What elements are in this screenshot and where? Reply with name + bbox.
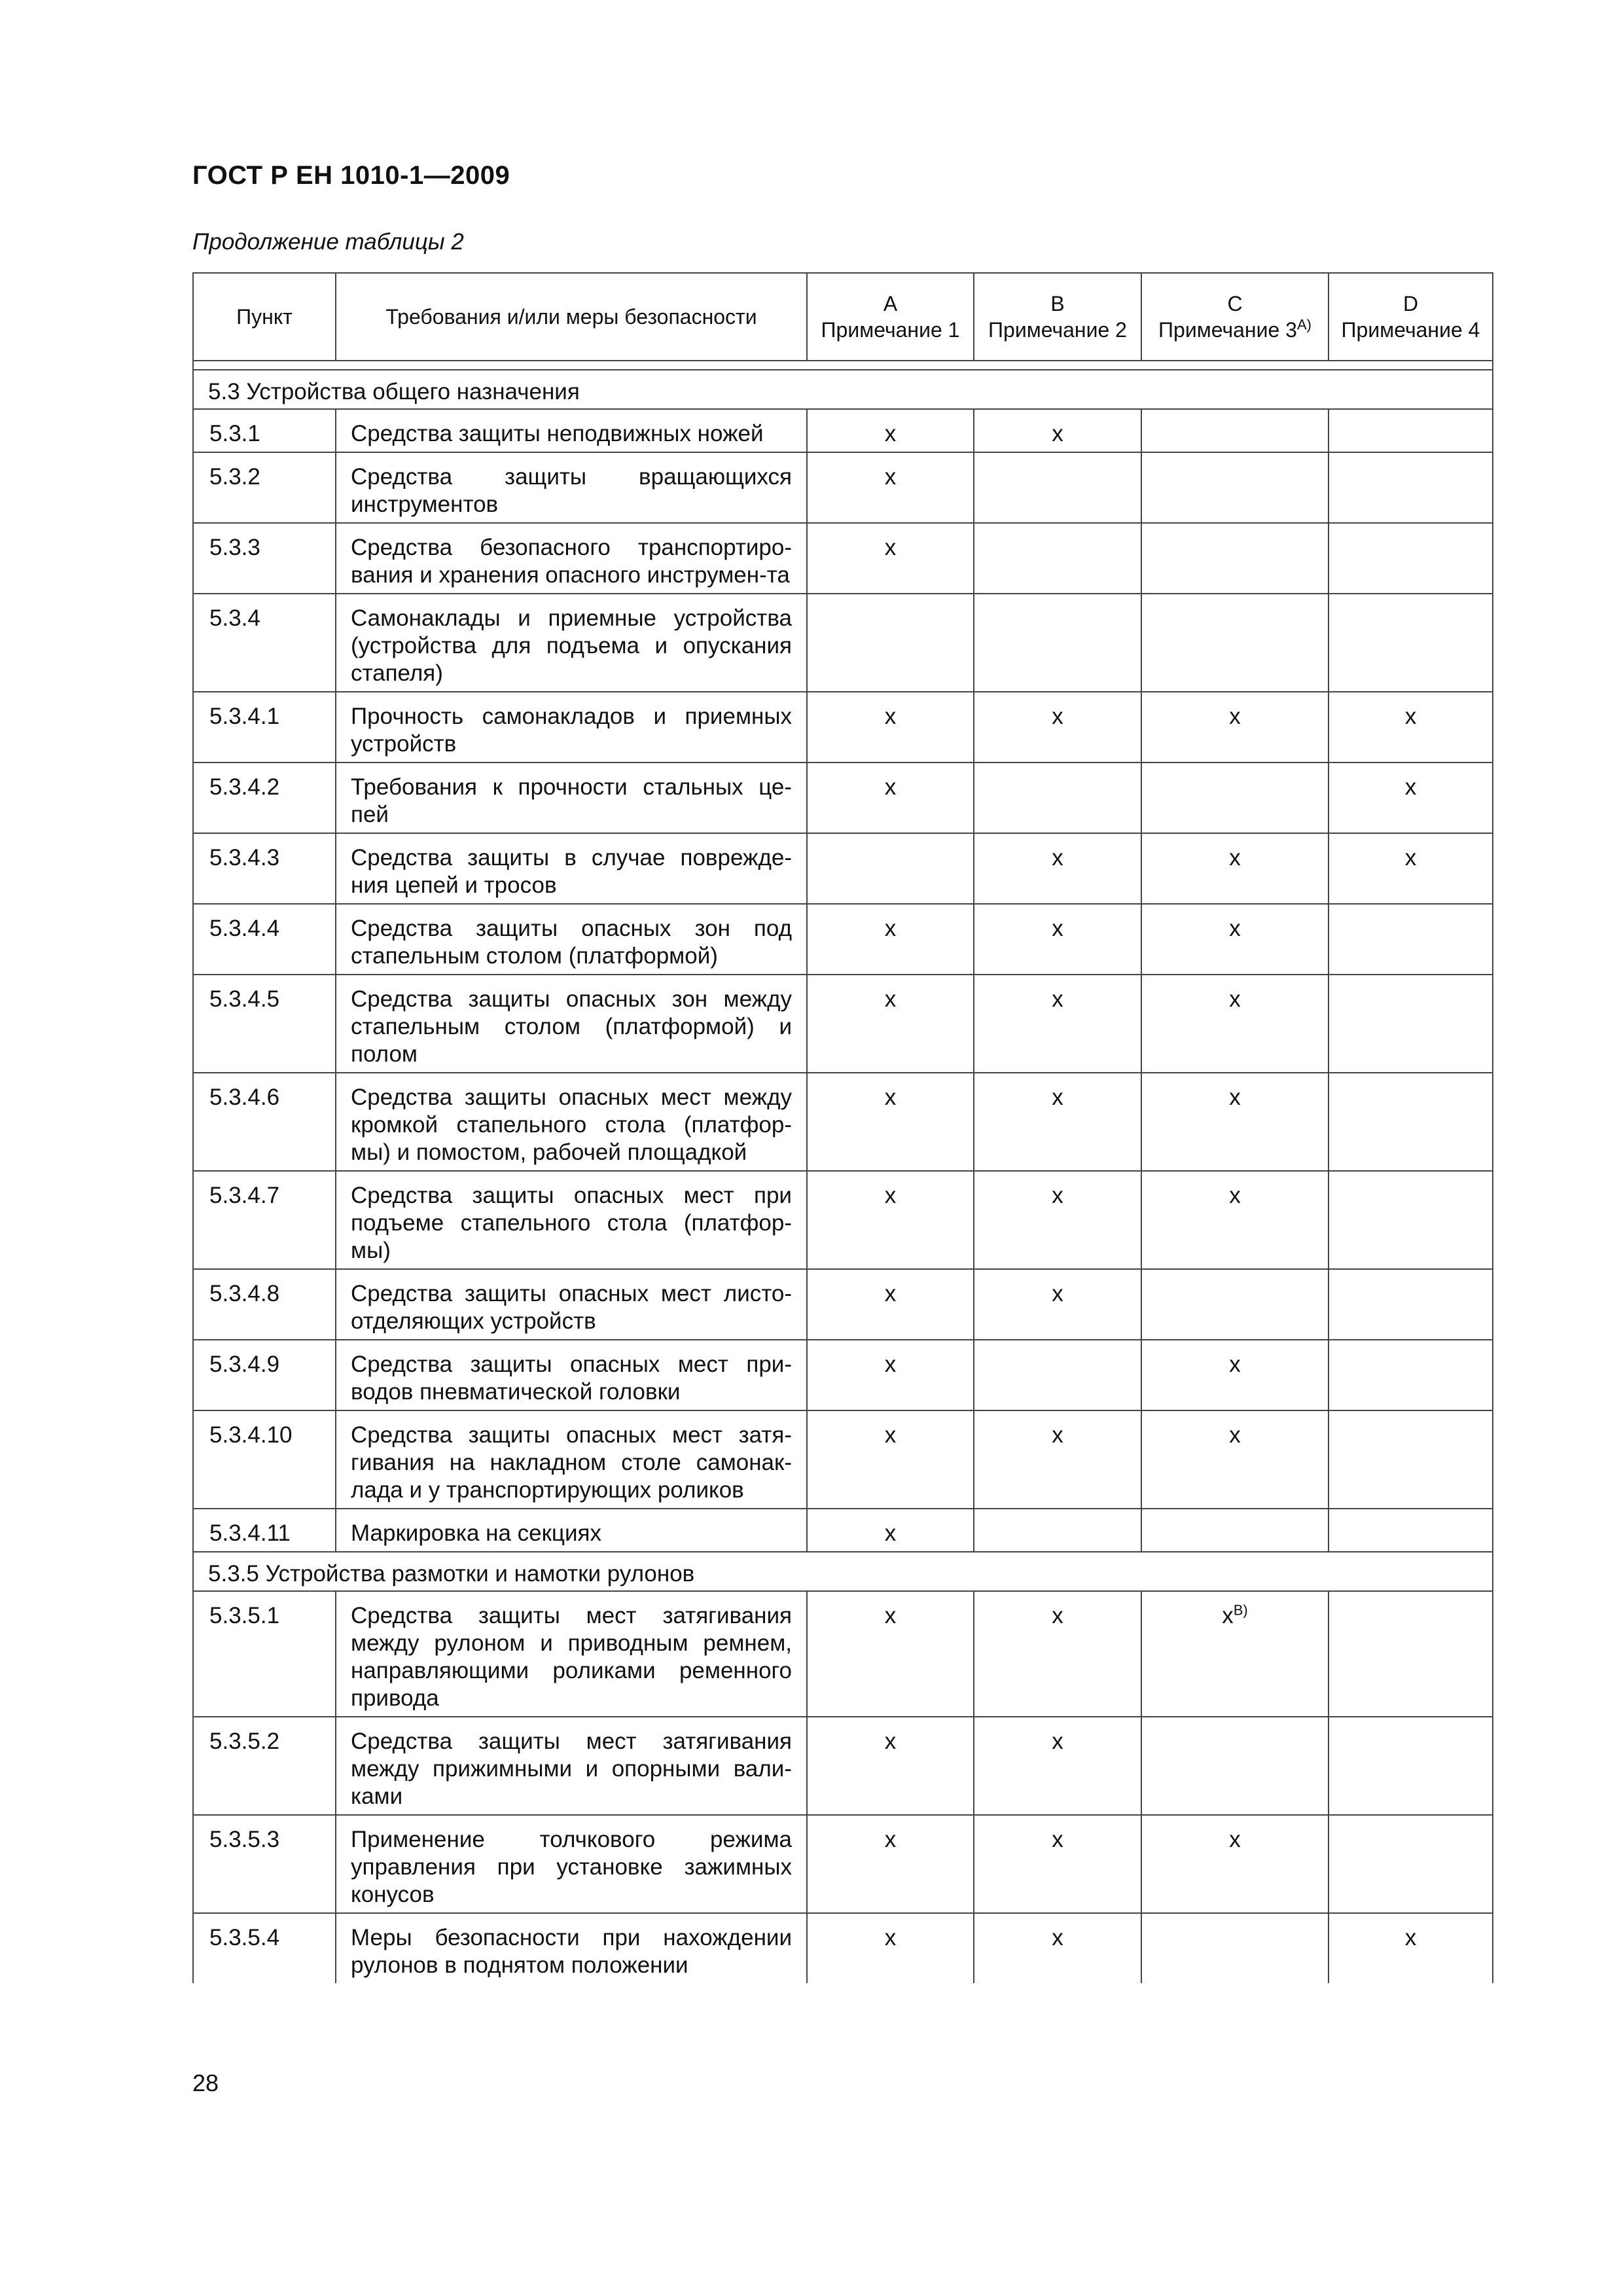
group-heading: 5.3 Устройства общего назначения — [193, 370, 1493, 409]
col-c-note-wrap — [1142, 317, 1328, 343]
row-number: 5.3.4.4 — [193, 904, 336, 975]
row-number: 5.3.1 — [193, 409, 336, 452]
row-mark-c — [1141, 1913, 1329, 1983]
table-row — [193, 904, 1493, 975]
row-mark-c — [1141, 1269, 1329, 1340]
row-mark-b — [974, 523, 1141, 594]
row-mark-d — [1329, 523, 1493, 594]
row-mark-a: x — [807, 1815, 974, 1913]
table-row — [193, 762, 1493, 833]
table-row — [193, 692, 1493, 762]
row-mark-b — [974, 452, 1141, 523]
row-mark-d: x — [1329, 692, 1493, 762]
table-row — [193, 452, 1493, 523]
row-mark-d — [1329, 409, 1493, 452]
row-number: 5.3.4.2 — [193, 762, 336, 833]
col-c-note: Примечание 3 — [1158, 318, 1297, 342]
row-mark-a: x — [807, 975, 974, 1073]
requirements-table — [192, 272, 1493, 1983]
col-header-c — [1141, 273, 1329, 361]
table-row — [193, 1073, 1493, 1171]
table-row — [193, 523, 1493, 594]
row-mark-b: x — [974, 833, 1141, 904]
row-requirement: Прочность самонакладов и приемных устройств — [336, 692, 807, 762]
row-mark-a: x — [807, 409, 974, 452]
row-mark-d — [1329, 975, 1493, 1073]
table-row — [193, 1509, 1493, 1552]
row-mark-b: x — [974, 1717, 1141, 1815]
row-number: 5.3.5.1 — [193, 1591, 336, 1717]
row-mark-b: x — [974, 409, 1141, 452]
row-mark-c — [1141, 594, 1329, 692]
row-mark-c: x — [1141, 1171, 1329, 1269]
group-row — [193, 370, 1493, 409]
row-mark-a: x — [807, 1410, 974, 1509]
row-mark-b: x — [974, 1913, 1141, 1983]
col-b-note: Примечание 2 — [988, 318, 1127, 342]
row-mark-b: x — [974, 1410, 1141, 1509]
row-mark-a: x — [807, 1171, 974, 1269]
header-spacer-row — [193, 361, 1493, 370]
table-header-row — [193, 273, 1493, 361]
table-body — [193, 370, 1493, 1983]
row-mark-c-footnote: B) — [1233, 1602, 1248, 1619]
document-code: ГОСТ Р ЕН 1010-1—2009 — [192, 161, 510, 190]
row-number: 5.3.5.2 — [193, 1717, 336, 1815]
row-number: 5.3.4.6 — [193, 1073, 336, 1171]
row-number: 5.3.4.10 — [193, 1410, 336, 1509]
row-requirement: Средства защиты опасных мест при-водов пневматической головки — [336, 1340, 807, 1410]
table-row — [193, 1340, 1493, 1410]
table-row — [193, 1717, 1493, 1815]
row-mark-a: x — [807, 1913, 974, 1983]
row-mark-d — [1329, 1591, 1493, 1717]
col-header-requirements: Требования и/или меры безопасности — [336, 273, 807, 361]
row-number: 5.3.4.8 — [193, 1269, 336, 1340]
col-header-item: Пункт — [193, 273, 336, 361]
row-mark-a: x — [807, 1509, 974, 1552]
row-mark-a: x — [807, 1340, 974, 1410]
row-mark-c: x — [1141, 1073, 1329, 1171]
row-mark-c — [1141, 452, 1329, 523]
row-requirement: Самонаклады и приемные устройства (устройства для подъема и опускания стапеля) — [336, 594, 807, 692]
row-requirement: Средства безопасного транспортиро-вания и хранения опасного инструмен-та — [336, 523, 807, 594]
table-row — [193, 1591, 1493, 1717]
row-number: 5.3.4.7 — [193, 1171, 336, 1269]
row-mark-c: x — [1141, 904, 1329, 975]
row-requirement: Средства защиты опасных мест листо-отделяющих устройств — [336, 1269, 807, 1340]
col-c-footnote-mark: A) — [1296, 316, 1311, 333]
col-c-letter: C — [1227, 292, 1243, 315]
row-mark-b: x — [974, 1815, 1141, 1913]
row-requirement: Средства защиты опасных мест между кромкой стапельного стола (платфор-мы) и помостом, рабочей площадкой — [336, 1073, 807, 1171]
row-requirement: Средства защиты опасных мест при подъеме стапельного стола (платфор-мы) — [336, 1171, 807, 1269]
row-mark-a: x — [807, 904, 974, 975]
row-mark-d: x — [1329, 833, 1493, 904]
row-mark-b — [974, 1340, 1141, 1410]
row-mark-a: x — [807, 452, 974, 523]
row-mark-b: x — [974, 692, 1141, 762]
row-mark-b: x — [974, 1073, 1141, 1171]
row-number: 5.3.4.3 — [193, 833, 336, 904]
row-mark-b: x — [974, 1171, 1141, 1269]
row-mark-d — [1329, 1410, 1493, 1509]
row-requirement: Применение толчкового режима управления при установке зажимных конусов — [336, 1815, 807, 1913]
row-mark-d — [1329, 1269, 1493, 1340]
row-mark-c — [1141, 1591, 1329, 1717]
table-row — [193, 1815, 1493, 1913]
row-number: 5.3.4.11 — [193, 1509, 336, 1552]
row-mark-b: x — [974, 975, 1141, 1073]
col-header-b — [974, 273, 1141, 361]
row-mark-a: x — [807, 1073, 974, 1171]
row-requirement: Средства защиты опасных зон под стапельным столом (платформой) — [336, 904, 807, 975]
row-mark-c: x — [1141, 1815, 1329, 1913]
col-d-note: Примечание 4 — [1341, 318, 1480, 342]
row-mark-a: x — [807, 1591, 974, 1717]
row-mark-c-value: x — [1222, 1603, 1234, 1628]
row-mark-c: x — [1141, 833, 1329, 904]
row-number: 5.3.4.9 — [193, 1340, 336, 1410]
table-row — [193, 409, 1493, 452]
row-number: 5.3.5.3 — [193, 1815, 336, 1913]
row-mark-d — [1329, 1073, 1493, 1171]
row-number: 5.3.5.4 — [193, 1913, 336, 1983]
row-requirement: Меры безопасности при нахождении рулонов в поднятом положении — [336, 1913, 807, 1983]
row-mark-b: x — [974, 1269, 1141, 1340]
row-mark-d: x — [1329, 762, 1493, 833]
row-mark-a — [807, 594, 974, 692]
row-number: 5.3.2 — [193, 452, 336, 523]
row-requirement: Средства защиты опасных зон между стапельным столом (платформой) и полом — [336, 975, 807, 1073]
row-requirement: Средства защиты вращающихся инструментов — [336, 452, 807, 523]
row-mark-a: x — [807, 523, 974, 594]
row-number: 5.3.4.1 — [193, 692, 336, 762]
row-mark-c — [1141, 762, 1329, 833]
col-header-a — [807, 273, 974, 361]
row-requirement: Средства защиты в случае поврежде-ния цепей и тросов — [336, 833, 807, 904]
row-requirement: Средства защиты мест затягивания между прижимными и опорными вали-ками — [336, 1717, 807, 1815]
row-mark-c — [1141, 409, 1329, 452]
page-number: 28 — [192, 2070, 219, 2096]
row-mark-a: x — [807, 762, 974, 833]
row-mark-b — [974, 1509, 1141, 1552]
row-mark-c: x — [1141, 975, 1329, 1073]
table-row — [193, 975, 1493, 1073]
row-mark-d: x — [1329, 1913, 1493, 1983]
table-row — [193, 594, 1493, 692]
col-d-letter: D — [1402, 292, 1419, 315]
row-mark-c: x — [1141, 1340, 1329, 1410]
row-mark-b — [974, 762, 1141, 833]
row-mark-d — [1329, 1717, 1493, 1815]
row-requirement: Маркировка на секциях — [336, 1509, 807, 1552]
group-heading: 5.3.5 Устройства размотки и намотки рулонов — [193, 1552, 1493, 1591]
table-row — [193, 1171, 1493, 1269]
table-row — [193, 1410, 1493, 1509]
table-row — [193, 1913, 1493, 1983]
row-mark-c — [1141, 523, 1329, 594]
row-number: 5.3.4 — [193, 594, 336, 692]
row-requirement: Средства защиты мест затягивания между рулоном и приводным ремнем, направляющими роликами ременного привода — [336, 1591, 807, 1717]
row-mark-c: x — [1141, 692, 1329, 762]
row-mark-b: x — [974, 1591, 1141, 1717]
table-caption: Продолжение таблицы 2 — [192, 229, 464, 255]
row-mark-a — [807, 833, 974, 904]
row-requirement: Требования к прочности стальных це-пей — [336, 762, 807, 833]
col-b-letter: B — [1050, 292, 1065, 315]
row-mark-a: x — [807, 1717, 974, 1815]
row-number: 5.3.4.5 — [193, 975, 336, 1073]
group-row — [193, 1552, 1493, 1591]
row-mark-b — [974, 594, 1141, 692]
table-row — [193, 833, 1493, 904]
col-header-d — [1329, 273, 1493, 361]
row-mark-d — [1329, 1340, 1493, 1410]
row-mark-b: x — [974, 904, 1141, 975]
row-mark-c — [1141, 1509, 1329, 1552]
row-mark-d — [1329, 1171, 1493, 1269]
row-mark-c: x — [1141, 1410, 1329, 1509]
row-mark-d — [1329, 452, 1493, 523]
row-number: 5.3.3 — [193, 523, 336, 594]
row-mark-d — [1329, 1815, 1493, 1913]
col-a-note: Примечание 1 — [821, 318, 960, 342]
row-mark-c — [1141, 1717, 1329, 1815]
table-row — [193, 1269, 1493, 1340]
row-mark-d — [1329, 904, 1493, 975]
row-mark-a: x — [807, 692, 974, 762]
row-requirement: Средства защиты опасных мест затя-гивания на накладном столе самонак-лада и у транспортирующих роликов — [336, 1410, 807, 1509]
row-mark-d — [1329, 1509, 1493, 1552]
col-a-letter: A — [883, 292, 898, 315]
row-mark-a: x — [807, 1269, 974, 1340]
row-requirement: Средства защиты неподвижных ножей — [336, 409, 807, 452]
row-mark-d — [1329, 594, 1493, 692]
